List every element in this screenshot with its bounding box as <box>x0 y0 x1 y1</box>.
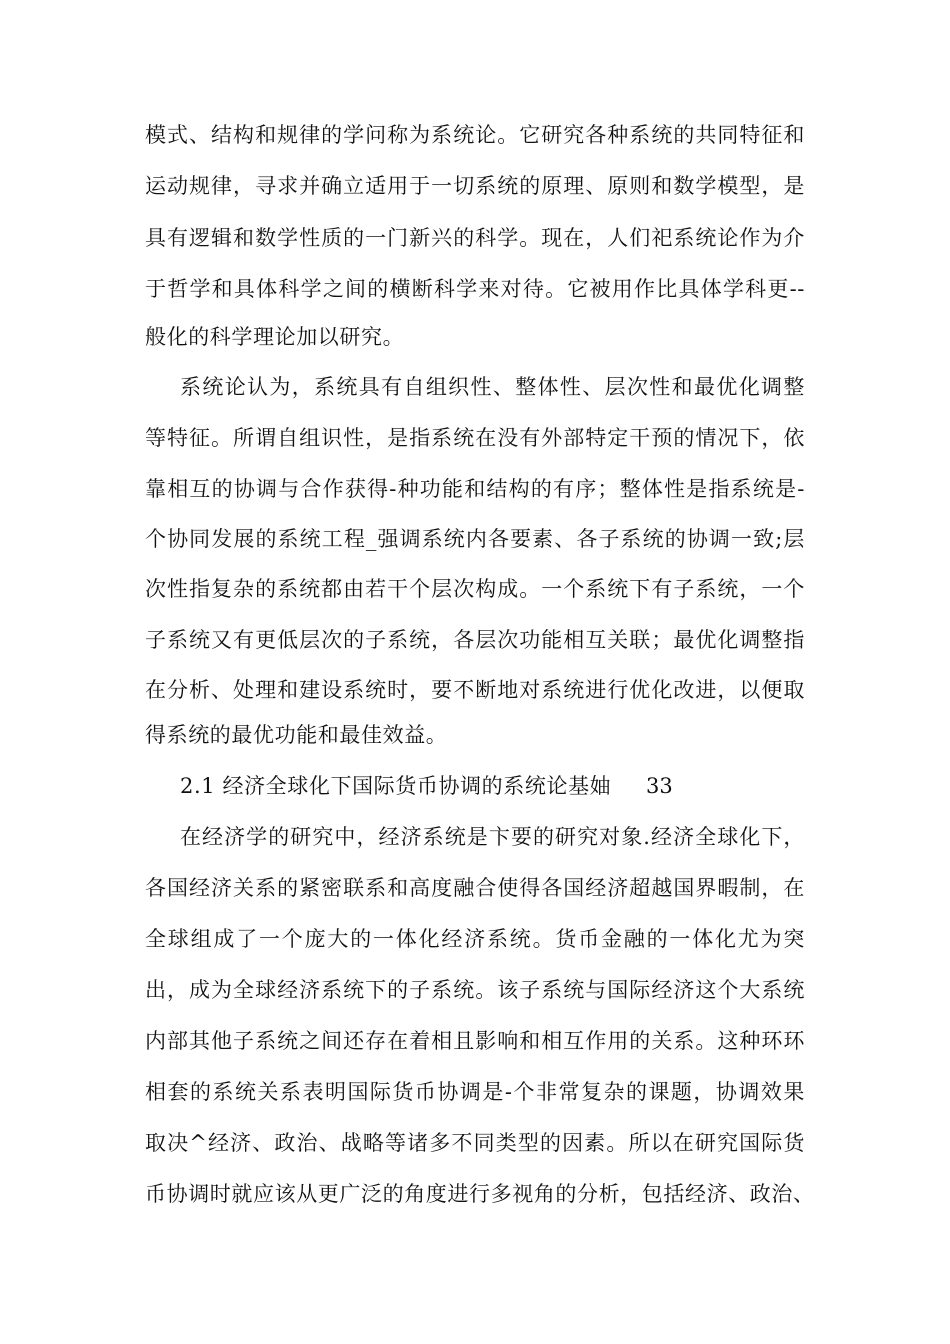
section-heading: 2.1 经济全球化下国际货币协调的系统论基妯 <box>180 774 612 798</box>
paragraph-3-line-7: 取决^经济、政治、战略等诸多不同类型的因素。所以在研究国际货 <box>145 1131 805 1155</box>
paragraph-2-line-3: 靠相互的协调与合作获得-种功能和结构的有序；整体性是指系统是- <box>145 477 805 501</box>
paragraph-2-line-8: 得系统的最优功能和最佳效益。 <box>145 723 448 747</box>
paragraph-1-line-5: 般化的科学理论加以研究。 <box>145 325 405 349</box>
paragraph-3-line-3: 全球组成了一个庞大的一体化经济系统。货币金融的一体化尤为突 <box>145 927 805 951</box>
paragraph-3-line-8: 币协调时就应该从更广泛的角度进行多视角的分析，包括经济、政治、 <box>145 1182 815 1206</box>
paragraph-3-line-1: 在经济学的研究中，经济系统是卞要的研究对象.经济全球化下， <box>180 825 805 849</box>
paragraph-2-line-7: 在分析、处理和建设系统时，要不断地对系统进行优化改进，以便取 <box>145 678 805 702</box>
paragraph-1-line-2: 运动规律，寻求并确立适用于一切系统的原理、原则和数学模型，是 <box>145 174 805 198</box>
paragraph-3-line-2: 各国经济关系的紧密联系和高度融合使得各国经济超越国界暇制，在 <box>145 876 805 900</box>
section-heading-number: 33 <box>646 774 673 798</box>
paragraph-2-line-1: 系统论认为，系统具有自组织性、整体性、层次性和最优化调整 <box>180 375 805 399</box>
paragraph-3-line-4: 出，成为全球经济系统下的子系统。该子系统与国际经济这个大系统 <box>145 978 805 1002</box>
paragraph-3-line-5: 内部其他子系统之间还存在着相且影响和相互作用的关系。这种环环 <box>145 1029 805 1053</box>
paragraph-2-line-4: 个协同发展的系统工程_强调系统内各要素、各子系统的协调一致;层 <box>145 527 805 551</box>
paragraph-3-line-6: 相套的系统关系表明国际货币协调是-个非常复杂的课题，协调效果 <box>145 1080 805 1104</box>
paragraph-2-line-5: 次性指复杂的系统都由若干个层次构成。一个系统下有子系统，一个 <box>145 577 805 601</box>
paragraph-1-line-3: 具有逻辑和数学性质的一门新兴的科学。现在，人们祀系统论作为介 <box>145 226 805 250</box>
paragraph-2-line-6: 子系统又有更低层次的子系统，各层次功能相互关联；最优化调整指 <box>145 628 805 652</box>
paragraph-1-line-4: 于哲学和具体科学之间的横断科学来对待。它被用作比具体学科更-- <box>145 277 805 301</box>
paragraph-2-line-2: 等特征。所谓自组识性，是指系统在没有外部特定干预的情况下，依 <box>145 426 805 450</box>
paragraph-1-line-1: 模式、结构和规律的学问称为系统论。它研究各种系统的共同特征和 <box>145 123 805 147</box>
